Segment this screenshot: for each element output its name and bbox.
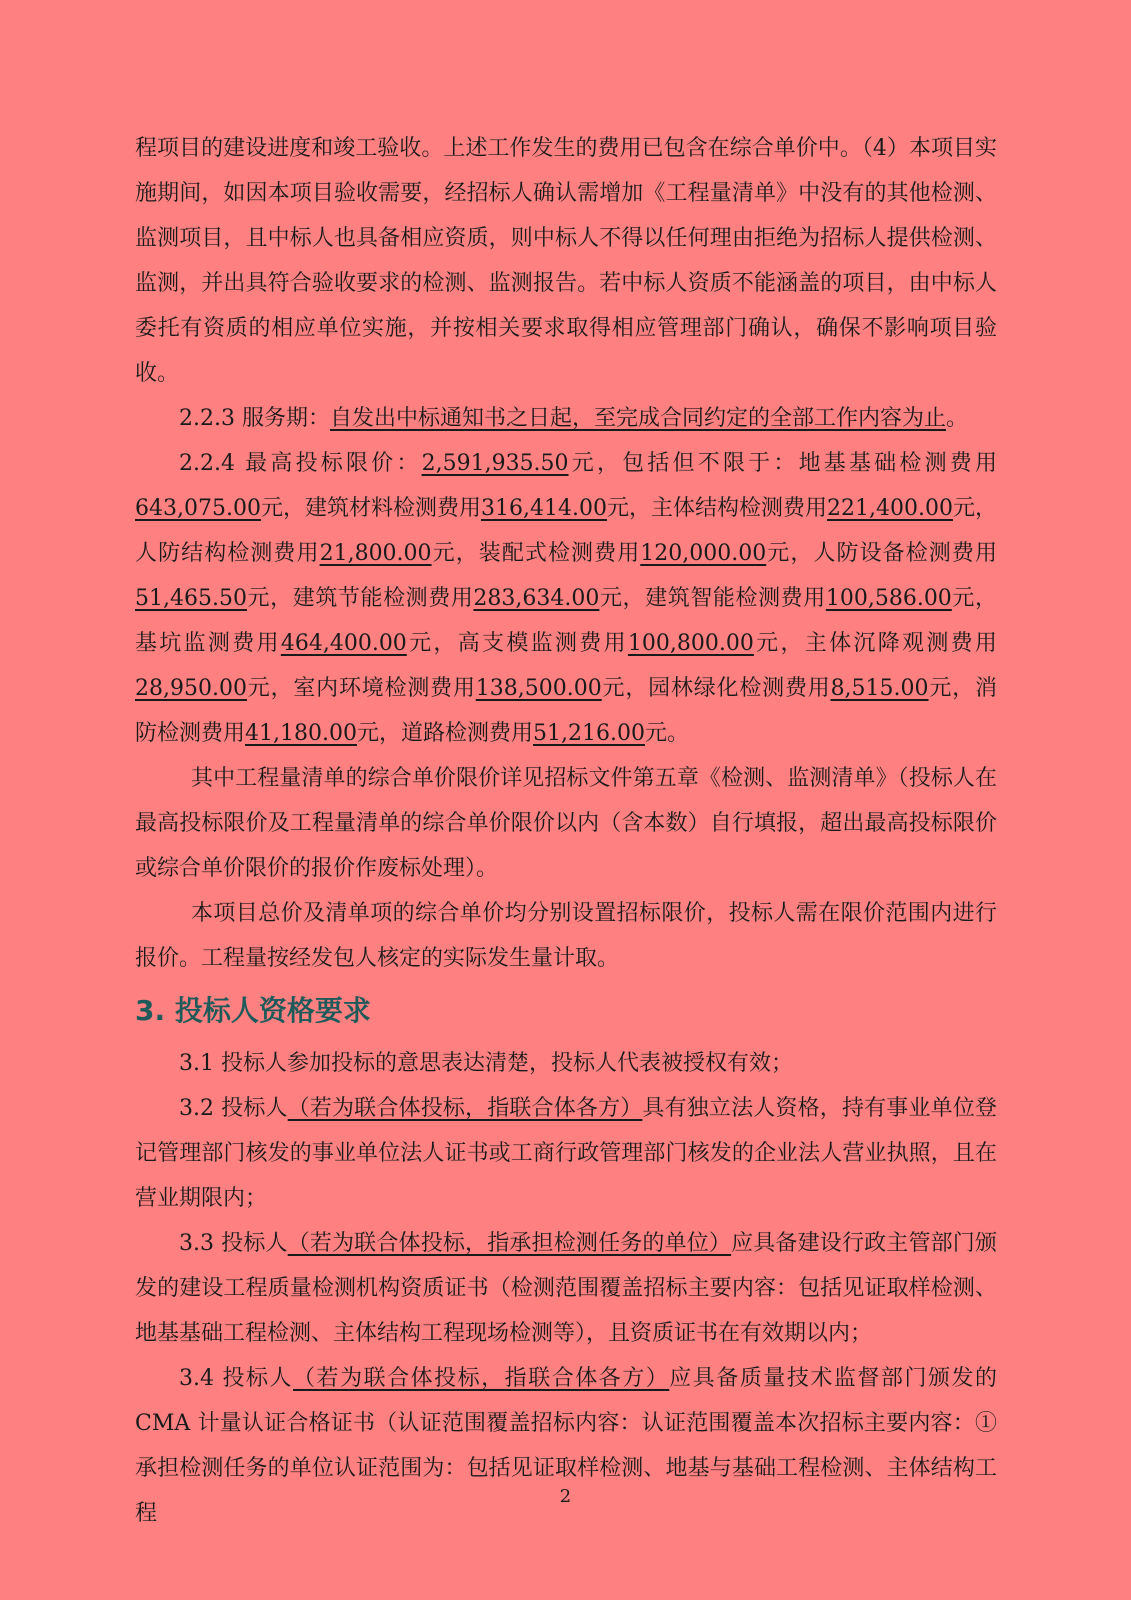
qualification-3-3 [135, 1221, 997, 1356]
fee-unit: 元， [952, 496, 997, 521]
fee-unit: 元。 [644, 721, 689, 746]
fee-name: 消防检测费用 [135, 676, 997, 746]
fee-value: 316,414.00 [481, 496, 607, 521]
limit-paragraph: 其中工程量清单的综合单价限价详见招标文件第五章《检测、监测清单》（投标人在最高投标限价及工程量清单的综合单价限价以内（含本数）自行填报，超出最高投标限价或综合单价限价的报价作废标处理）。 [135, 766, 997, 881]
max-price-total: 2,591,935.50 [421, 451, 569, 476]
fee-name: 装配式检测费用 [478, 541, 641, 566]
fee-name: 人防结构检测费用 [135, 541, 320, 566]
fee-name: 建筑智能检测费用 [645, 586, 826, 611]
fee-name: 主体沉降观测费用 [804, 631, 997, 656]
max-price-tail: 元，包括但不限于： [568, 451, 799, 476]
fee-unit: 元， [928, 676, 975, 701]
q3-text: 应具备建设行政主管部门颁发的建设工程质量检测机构资质证书（检测范围覆盖招标主要内容：包括见证取样检测、地基基础工程检测、主体结构工程现场检测等），且资质证书在有效期以内； [135, 1231, 997, 1346]
q3-note: （若为联合体投标，指承担检测任务的单位） [287, 1231, 732, 1256]
service-period-paragraph [135, 396, 997, 441]
fee-unit: 元， [599, 586, 646, 611]
fee-value: 464,400.00 [280, 631, 407, 656]
fee-list [135, 451, 997, 746]
service-period-label: 2.2.3 服务期： [179, 406, 330, 431]
qualification-3-4 [135, 1356, 997, 1536]
q4-note: （若为联合体投标，指联合体各方） [293, 1366, 670, 1391]
qualification-3-2 [135, 1086, 997, 1221]
total-price-paragraph: 本项目总价及清单项的综合单价均分别设置招标限价，投标人需在限价范围内进行报价。工程量按经发包人核定的实际发生量计取。 [135, 901, 997, 971]
fee-value: 643,075.00 [135, 496, 261, 521]
fee-unit: 元， [606, 496, 651, 521]
q2-text: 具有独立法人资格，持有事业单位登记管理部门核发的事业单位法人证书或工商行政管理部门核发的企业法人营业执照，且在营业期限内； [135, 1096, 997, 1211]
service-period-value: 自发出中标通知书之日起，至完成合同约定的全部工作内容为止 [329, 406, 946, 431]
fee-value: 21,800.00 [319, 541, 432, 566]
fee-value: 28,950.00 [135, 676, 247, 701]
q3-prefix: 3.3 投标人 [179, 1231, 288, 1256]
q2-prefix: 3.2 投标人 [179, 1096, 288, 1121]
fee-unit: 元， [356, 721, 401, 746]
fee-value: 51,216.00 [533, 721, 645, 746]
fee-unit: 元， [951, 586, 997, 611]
fee-unit: 元， [246, 586, 293, 611]
fee-unit: 元， [406, 631, 458, 656]
fee-name: 高支模监测费用 [457, 631, 628, 656]
fee-name: 基坑监测费用 [135, 631, 281, 656]
fee-name: 建筑节能检测费用 [292, 586, 474, 611]
fee-name: 室内环境检测费用 [293, 676, 476, 701]
fee-name: 人防设备检测费用 [813, 541, 997, 566]
section-heading: 3. 投标人资格要求 [135, 994, 371, 1027]
q4-text: 应具备质量技术监督部门颁发的 CMA 计量认证合格证书（认证范围覆盖招标内容：认证范围覆盖本次招标主要内容：①承担检测任务的单位认证范围为：包括见证取样检测、地基与基础工程检测、主体结构工程 [135, 1366, 997, 1526]
fee-unit: 元， [260, 496, 305, 521]
fee-name: 园林绿化检测费用 [648, 676, 831, 701]
fee-name: 建筑材料检测费用 [304, 496, 481, 521]
service-period-end: 。 [946, 406, 969, 431]
fee-value: 120,000.00 [640, 541, 767, 566]
fee-value: 51,465.50 [135, 586, 247, 611]
fee-name: 道路检测费用 [401, 721, 534, 746]
paragraph-continued: 程项目的建设进度和竣工验收。上述工作发生的费用已包含在综合单价中。（4）本项目实施期间，如因本项目验收需要，经招标人确认需增加《工程量清单》中没有的其他检测、监测项目，且中标人也具备相应资质，则中标人不得以任何理由拒绝为招标人提供检测、监测，并出具符合验收要求的检测、监测报告。若中标人资质不能涵盖的项目，由中标人委托有资质的相应单位实施，并按相关要求取得相应管理部门确认，确保不影响项目验收。 [135, 136, 997, 386]
fee-value: 41,180.00 [245, 721, 357, 746]
page-number: 2 [559, 1486, 572, 1507]
max-price-label: 2.2.4 最高投标限价： [179, 451, 422, 476]
fee-unit: 元， [246, 676, 294, 701]
fee-value: 283,634.00 [473, 586, 600, 611]
qualification-3-1: 3.1 投标人参加投标的意思表达清楚，投标人代表被授权有效； [179, 1051, 793, 1076]
fee-unit: 元， [753, 631, 805, 656]
fee-value: 221,400.00 [827, 496, 953, 521]
fee-value: 100,586.00 [825, 586, 952, 611]
q2-note: （若为联合体投标，指联合体各方） [287, 1096, 643, 1121]
fee-unit: 元， [601, 676, 649, 701]
fee-value: 100,800.00 [627, 631, 754, 656]
q4-prefix: 3.4 投标人 [179, 1366, 294, 1391]
fee-unit: 元， [431, 541, 479, 566]
page-content [135, 126, 997, 1536]
fee-unit: 元， [766, 541, 814, 566]
max-price-paragraph [135, 441, 997, 756]
fee-name: 主体结构检测费用 [650, 496, 827, 521]
fee-value: 138,500.00 [475, 676, 602, 701]
fee-name: 地基基础检测费用 [798, 451, 997, 476]
fee-value: 8,515.00 [830, 676, 929, 701]
